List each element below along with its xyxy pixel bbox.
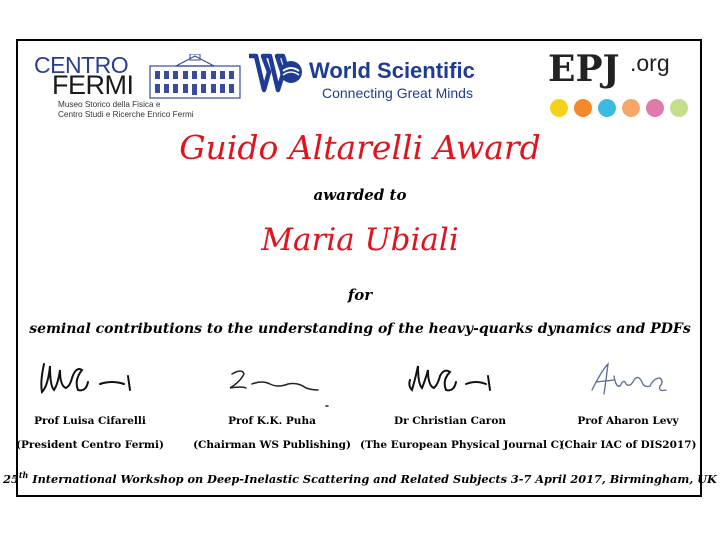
epj-dot — [574, 99, 592, 117]
epj-color-dots — [550, 99, 688, 117]
epj-logo-suffix: .org — [630, 50, 670, 76]
centro-fermi-logo — [34, 52, 224, 120]
signature-puha — [182, 356, 362, 412]
recipient-name: Maria Ubiali — [261, 222, 459, 258]
signatory-name: Prof Luisa Cifarelli — [34, 415, 146, 427]
signature-caron-image — [390, 356, 510, 400]
epj-dot — [550, 99, 568, 117]
signatory-role: (President Centro Fermi) — [15, 439, 164, 451]
epj-dot — [646, 99, 664, 117]
signature-cifarelli-image — [30, 356, 150, 400]
epj-dot — [670, 99, 688, 117]
signatory-name: Prof K.K. Puha — [228, 415, 316, 427]
signatory-role: (Chairman WS Publishing) — [193, 439, 351, 451]
world-scientific-title: World Scientific — [309, 58, 475, 83]
workshop-footer — [0, 470, 720, 486]
signatory-role: (The European Physical Journal C) — [360, 439, 564, 451]
signature-levy-image — [568, 356, 688, 404]
for-text: for — [347, 286, 373, 304]
signatory-name: Prof Aharon Levy — [577, 415, 679, 427]
epj-dot — [622, 99, 640, 117]
world-scientific-mark-icon — [247, 52, 305, 100]
footer-ordinal-suffix: th — [18, 470, 29, 480]
centro-fermi-caption-line2: Centro Studi e Ricerche Enrico Fermi — [58, 110, 194, 119]
signature-puha-image — [202, 356, 342, 412]
signature-caron — [360, 356, 540, 400]
footer-text: International Workshop on Deep-Inelastic Scattering and Related Subjects 3-7 April 2017, Birmingham, UK — [28, 471, 717, 486]
centro-fermi-logo-line1: CENTRO — [34, 52, 129, 78]
world-scientific-logo — [247, 52, 507, 102]
footer-ordinal-number: 25 — [3, 471, 19, 486]
signature-cifarelli — [0, 356, 180, 400]
award-citation: seminal contributions to the understanding of the heavy-quarks dynamics and PDFs — [29, 321, 691, 337]
centro-fermi-logo-line2: FERMI — [52, 70, 134, 100]
epj-dot — [598, 99, 616, 117]
signatory-name: Dr Christian Caron — [394, 415, 506, 427]
signature-levy — [538, 356, 718, 404]
fermi-building-icon — [146, 54, 244, 100]
centro-fermi-caption-line1: Museo Storico della Fisica e — [58, 100, 161, 109]
epj-logo — [548, 48, 698, 120]
epj-logo-text: EPJ — [548, 48, 620, 90]
signatory-role: (Chair IAC of DIS2017) — [559, 439, 697, 451]
awarded-to-text: awarded to — [313, 186, 407, 204]
centro-fermi-logo-caption — [58, 100, 228, 120]
award-title: Guido Altarelli Award — [179, 128, 541, 167]
world-scientific-subtitle: Connecting Great Minds — [322, 85, 473, 101]
